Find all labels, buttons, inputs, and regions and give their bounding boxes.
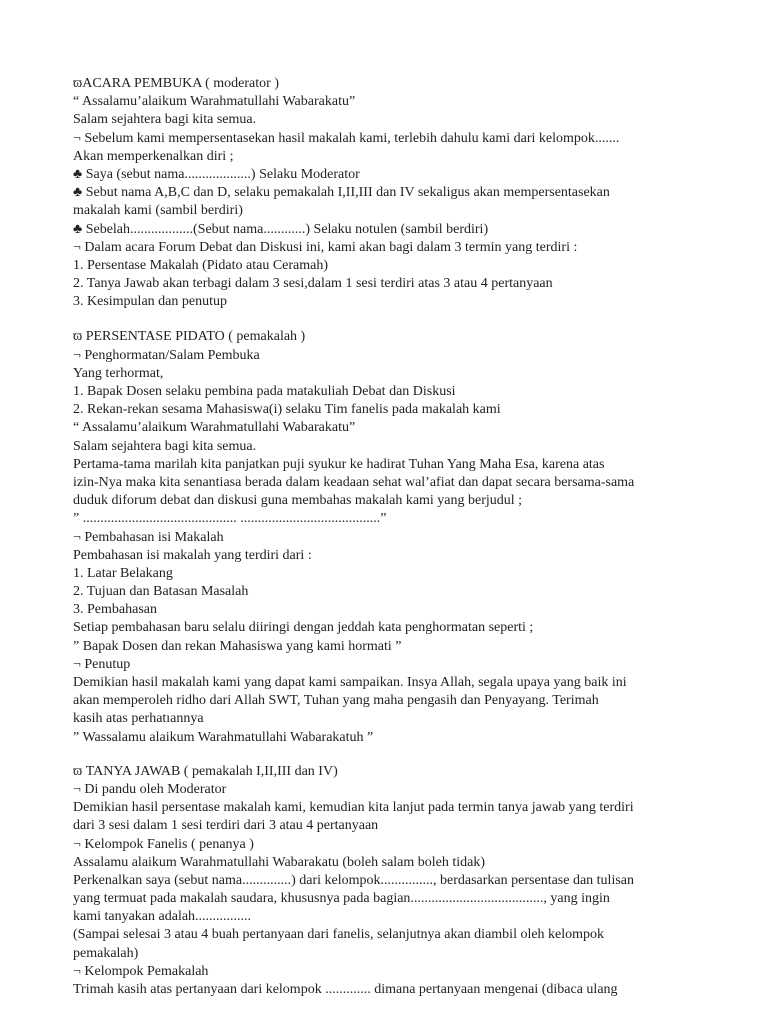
bullet-line: ¬ Dalam acara Forum Debat dan Diskusi ini, kami akan bagi dalam 3 termin yang terdiri :: [73, 239, 578, 255]
text-line: duduk diforum debat dan diskusi guna membahas makalah kami yang berjudul ;: [73, 493, 523, 509]
text-line: Setiap pembahasan baru selalu diiringi dengan jeddah kata penghormatan seperti ;: [73, 620, 534, 636]
text-line: makalah kami (sambil berdiri): [73, 203, 243, 219]
text-line: Yang terhormat,: [73, 365, 164, 381]
greeting-line: “ Assalamu’alaikum Warahmatullahi Wabarakatu”: [73, 420, 356, 436]
numbered-item: 1. Latar Belakang: [73, 565, 173, 581]
text-line: dari 3 sesi dalam 1 sesi terdiri dari 3 atau 4 pertanyaan: [73, 818, 379, 834]
bullet-line: ¬ Kelompok Pemakalah: [73, 963, 209, 979]
document-page: [73, 75, 713, 999]
numbered-item: 1. Bapak Dosen selaku pembina pada matakuliah Debat dan Diskusi: [73, 384, 456, 399]
text-line: Akan memperkenalkan diri ;: [73, 148, 234, 164]
text-line: pemakalah): [73, 945, 139, 961]
club-bullet-line: ♣ Sebelah..................(Sebut nama............) Selaku notulen (sambil berdiri): [73, 221, 489, 237]
section-heading: ϖACARA PEMBUKA ( moderator ): [73, 76, 279, 91]
numbered-item: 3. Pembahasan: [73, 602, 157, 618]
title-placeholder-line: ” ............................................ ........................................”: [73, 511, 387, 527]
club-bullet-line: ♣ Saya (sebut nama...................) Selaku Moderator: [73, 166, 360, 182]
section-acara-pembuka: [73, 75, 713, 311]
text-line: (Sampai selesai 3 atau 4 buah pertanyaan dari fanelis, selanjutnya akan diambil oleh kelompok: [73, 927, 605, 943]
numbered-item: 1. Persentase Makalah (Pidato atau Ceramah): [73, 257, 329, 273]
bullet-line: ¬ Penghormatan/Salam Pembuka: [73, 347, 260, 363]
numbered-item: 2. Tanya Jawab akan terbagi dalam 3 sesi,dalam 1 sesi terdiri atas 3 atau 4 pertanyaan: [73, 276, 553, 292]
text-line: Salam sejahtera bagi kita semua.: [73, 112, 257, 128]
numbered-item: 2. Tujuan dan Batasan Masalah: [73, 584, 249, 600]
club-bullet-line: ♣ Sebut nama A,B,C dan D, selaku pemakalah I,II,III dan IV sekaligus akan mempersentasekan: [73, 185, 610, 201]
bullet-line: ¬ Kelompok Fanelis ( penanya ): [73, 836, 254, 852]
section-tanya-jawab: [73, 763, 713, 999]
bullet-line: ¬ Pembahasan isi Makalah: [73, 529, 224, 545]
section-heading: ϖ TANYA JAWAB ( pemakalah I,II,III dan IV): [73, 763, 338, 779]
text-line: Pembahasan isi makalah yang terdiri dari :: [73, 547, 312, 563]
section-heading: ϖ PERSENTASE PIDATO ( pemakalah ): [73, 329, 306, 345]
greeting-line: “ Assalamu’alaikum Warahmatullahi Wabarakatu”: [73, 94, 356, 110]
text-line: Assalamu alaikum Warahmatullahi Wabarakatu (boleh salam boleh tidak): [73, 854, 486, 870]
section-spacer: [73, 747, 713, 763]
numbered-item: 3. Kesimpulan dan penutup: [73, 294, 227, 310]
text-line: Pertama-tama marilah kita panjatkan puji syukur ke hadirat Tuhan Yang Maha Esa, karena atas: [73, 456, 605, 472]
bullet-line: ¬ Sebelum kami mempersentasekan hasil makalah kami, terlebih dahulu kami dari kelompok.......: [73, 130, 620, 146]
bullet-line: ¬ Di pandu oleh Moderator: [73, 781, 227, 797]
text-line: Trimah kasih atas pertanyaan dari kelompok ............. dimana pertanyaan mengenai (dibaca ulang: [73, 982, 618, 997]
text-line: kami tanyakan adalah................: [73, 909, 252, 925]
text-line: Demikian hasil makalah kami yang dapat kami sampaikan. Insya Allah, segala upaya yang baik ini: [73, 675, 627, 690]
section-persentase-pidato: [73, 328, 713, 746]
text-line: Perkenalkan saya (sebut nama..............) dari kelompok..............., berdasarkan persentase dan tulisan: [73, 872, 634, 888]
text-line: Demikian hasil persentase makalah kami, kemudian kita lanjut pada termin tanya jawab yang terdiri: [73, 800, 634, 816]
text-line: akan memperoleh ridho dari Allah SWT, Tuhan yang maha pengasih dan Penyayang. Terimah: [73, 693, 599, 709]
text-line: izin-Nya maka kita senantiasa berada dalam keadaan sehat wal’afiat dan dapat secara bersama-sama: [73, 474, 635, 490]
text-line: kasih atas perhatıannya: [73, 711, 204, 727]
closing-line: ” Wassalamu alaikum Warahmatullahi Wabarakatuh ”: [73, 729, 374, 745]
text-line: yang termuat pada makalah saudara, khususnya pada bagian......................................, yang ingin: [73, 891, 610, 907]
quote-line: ” Bapak Dosen dan rekan Mahasiswa yang kami hormati ”: [73, 638, 402, 654]
numbered-item: 2. Rekan-rekan sesama Mahasiswa(i) selaku Tim fanelis pada makalah kami: [73, 402, 501, 418]
section-spacer: [73, 311, 713, 328]
text-line: Salam sejahtera bagi kita semua.: [73, 438, 257, 454]
bullet-line: ¬ Penutup: [73, 656, 131, 672]
